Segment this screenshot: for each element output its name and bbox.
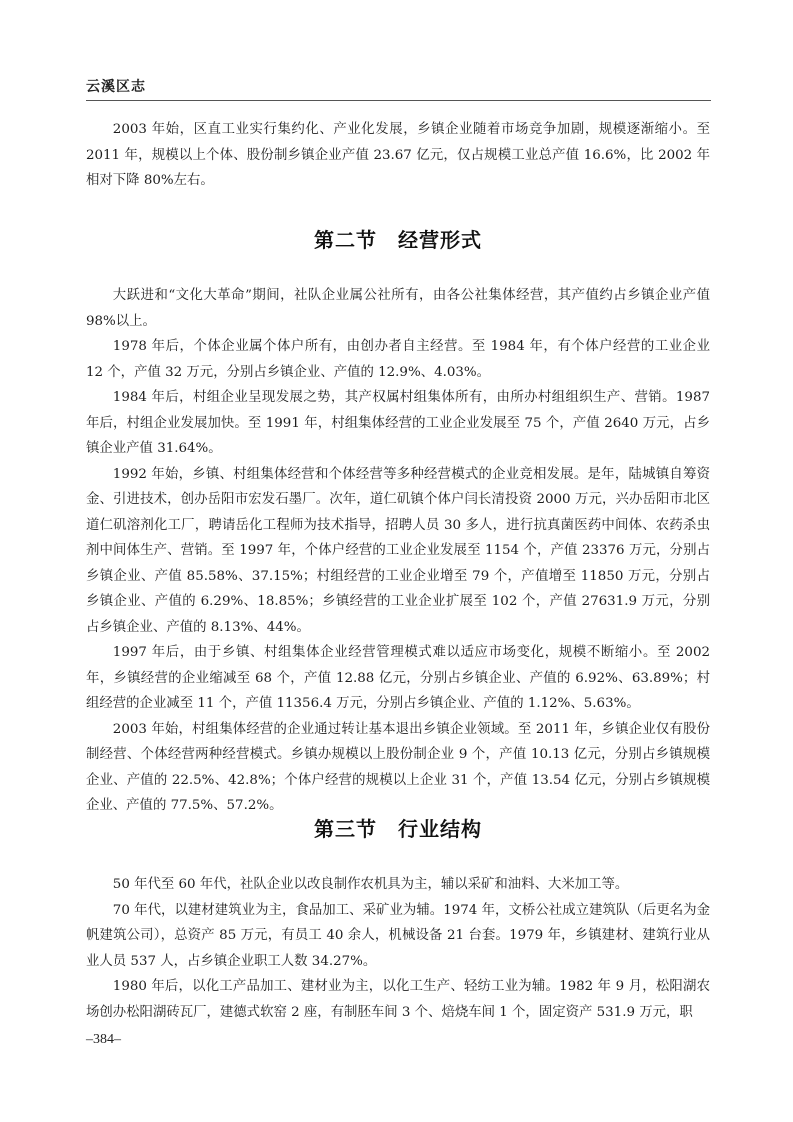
paragraph: 2003 年始，区直工业实行集约化、产业化发展，乡镇企业随着市场竞争加剧，规模逐渐缩小。至 2011 年，规模以上个体、股份制乡镇企业产值 23.67 亿元，仅占规模工业总产值 16.6%，比 2002 年相对下降 80%左右。 <box>86 122 710 188</box>
paragraph: 大跃进和“文化大革命”期间，社队企业属公社所有，由各公社集体经营，其产值约占乡镇企业产值 98%以上。 <box>86 288 710 329</box>
paragraph: 50 年代至 60 年代，社队企业以改良制作农机具为主，辅以采矿和油料、大米加工等。 <box>112 877 629 892</box>
running-head: 云溪区志 <box>86 79 146 95</box>
section-2-heading: 第二节 经营形式 <box>314 228 482 252</box>
header-rule <box>86 100 711 101</box>
section-3-heading: 第三节 行业结构 <box>314 817 482 841</box>
paragraph: 1978 年后，个体企业属个体户所有，由创办者自主经营。至 1984 年，有个体户经营的工业企业 12 个，产值 32 万元，分别占乡镇企业、产值的 12.9%、4.03%。 <box>86 339 710 380</box>
paragraph: 1997 年后，由于乡镇、村组集体企业经营管理模式难以适应市场变化，规模不断缩小。至 2002 年，乡镇经营的企业缩减至 68 个，产值 12.88 亿元，分别占乡镇企业、产值的 6.92%、63.89%；村组经营的企业减至 11 个，产值 11356.4 万元，分别占乡镇企业、产值的 1.12%、5.63%。 <box>86 645 710 711</box>
paragraph: 1984 年后，村组企业呈现发展之势，其产权属村组集体所有，由所办村组组织生产、营销。1987 年后，村组企业发展加快。至 1991 年，村组集体经营的工业企业发展至 75 个，产值 2640 万元，占乡镇企业产值 31.64%。 <box>86 390 710 456</box>
paragraph: 70 年代，以建材建筑业为主，食品加工、采矿业为辅。1974 年，文桥公社成立建筑队（后更名为金帆建筑公司），总资产 85 万元，有员工 40 余人，机械设备 21 台套。1979 年，乡镇建材、建筑行业从业人员 537 人，占乡镇企业职工人数 34.27%。 <box>86 902 710 969</box>
page-number: –384– <box>86 1032 121 1047</box>
section-3-heading-wrap <box>86 813 710 842</box>
section-2-heading-wrap <box>86 224 710 253</box>
intro-block <box>86 117 710 194</box>
section-3-body <box>86 872 710 1025</box>
paragraph: 1992 年始，乡镇、村组集体经营和个体经营等多种经营模式的企业竞相发展。是年，陆城镇自筹资金、引进技术，创办岳阳市宏发石墨厂。次年，道仁矶镇个体户闫长清投资 2000 万元，兴办岳阳市北区道仁矶溶剂化工厂，聘请岳化工程师为技术指导，招聘人员 30 多人，进行抗真菌医药中间体、农药杀虫剂中间体生产、营销。至 1997 年，个体户经营的工业企业发展至 1154 个，产值 23376 万元，分别占乡镇企业、产值 85.58%、37.15%；村组经营的工业企业增至 79 个，产值增至 11850 万元，分别占乡镇企业、产值的 6.29%、18.85%；乡镇经营的工业企业扩展至 102 个，产值 27631.9 万元，分别占乡镇企业、产值的 8.13%、44%。 <box>86 466 710 635</box>
paragraph: 1980 年后，以化工产品加工、建材业为主，以化工生产、轻纺工业为辅。1982 年 9 月，松阳湖农场创办松阳湖砖瓦厂，建德式软窑 2 座，有制胚车间 3 个、焙烧车间 1 个，固定资产 531.9 万元，职 <box>86 979 710 1020</box>
paragraph: 2003 年始，村组集体经营的企业通过转让基本退出乡镇企业领域。至 2011 年，乡镇企业仅有股份制经营、个体经营两种经营模式。乡镇办规模以上股份制企业 9 个，产值 10.13 亿元，分别占乡镇规模企业、产值的 22.5%、42.8%；个体户经营的规模以上企业 31 个，产值 13.54 亿元，分别占乡镇规模企业、产值的 77.5%、57.2%。 <box>86 721 710 813</box>
section-2-body <box>86 283 710 819</box>
